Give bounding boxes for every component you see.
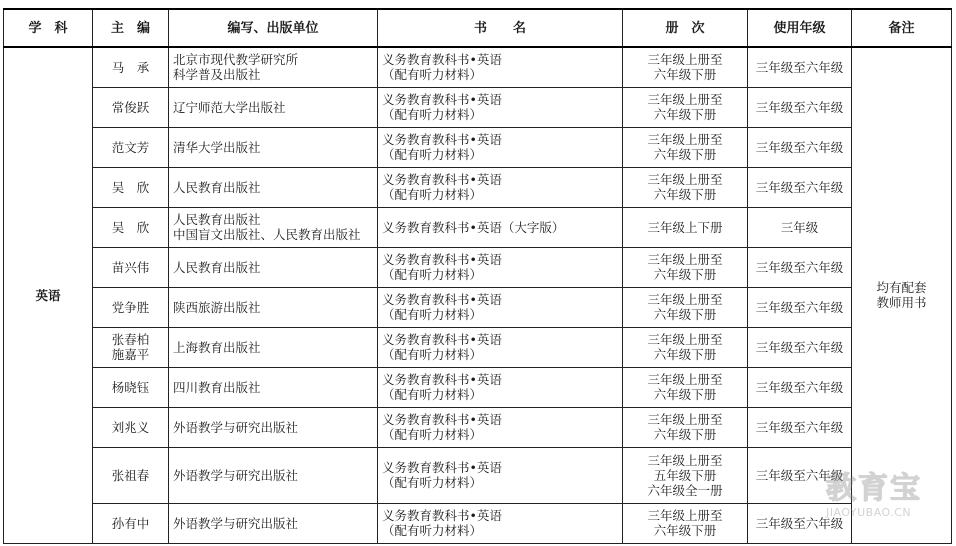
editor-cell: 孙有中 xyxy=(93,503,169,543)
grade-cell: 三年级至六年级 xyxy=(748,87,852,127)
title-cell: 义务教育教科书•英语 （配有听力材料） xyxy=(378,407,623,447)
grade-cell: 三年级至六年级 xyxy=(748,127,852,167)
header-volume: 册 次 xyxy=(623,9,748,47)
table-row xyxy=(4,247,952,287)
volume-cell: 三年级上册至 六年级下册 xyxy=(623,287,748,327)
table-row xyxy=(4,167,952,207)
publisher-cell: 清华大学出版社 xyxy=(169,127,378,167)
publisher-cell: 外语教学与研究出版社 xyxy=(169,447,378,503)
grade-cell: 三年级至六年级 xyxy=(748,247,852,287)
volume-cell: 三年级上册至 六年级下册 xyxy=(623,127,748,167)
publisher-cell: 外语教学与研究出版社 xyxy=(169,503,378,543)
editor-cell: 杨晓钰 xyxy=(93,367,169,407)
title-cell: 义务教育教科书•英语 （配有听力材料） xyxy=(378,447,623,503)
editor-cell: 党争胜 xyxy=(93,287,169,327)
watermark-cn: 教育宝 xyxy=(826,471,922,506)
editor-cell: 马 承 xyxy=(93,47,169,87)
header-publisher: 编写、出版单位 xyxy=(169,9,378,47)
header-editor: 主 编 xyxy=(93,9,169,47)
volume-cell: 三年级上册至 六年级下册 xyxy=(623,47,748,87)
title-cell: 义务教育教科书•英语 （配有听力材料） xyxy=(378,47,623,87)
title-cell: 义务教育教科书•英语 （配有听力材料） xyxy=(378,167,623,207)
volume-cell: 三年级上册至 六年级下册 xyxy=(623,87,748,127)
publisher-cell: 人民教育出版社 中国盲文出版社、人民教育出版社 xyxy=(169,207,378,247)
title-cell: 义务教育教科书•英语 （配有听力材料） xyxy=(378,127,623,167)
grade-cell: 三年级 xyxy=(748,207,852,247)
grade-cell: 三年级至六年级 xyxy=(748,47,852,87)
table-row xyxy=(4,327,952,367)
grade-cell: 三年级至六年级 xyxy=(748,447,852,503)
editor-cell: 刘兆义 xyxy=(93,407,169,447)
title-cell: 义务教育教科书•英语（大字版） xyxy=(378,207,623,247)
grade-cell: 三年级至六年级 xyxy=(748,167,852,207)
title-cell: 义务教育教科书•英语 （配有听力材料） xyxy=(378,247,623,287)
volume-cell: 三年级上册至 六年级下册 xyxy=(623,503,748,543)
textbook-table xyxy=(3,8,952,544)
table-row xyxy=(4,407,952,447)
volume-cell: 三年级上册至 六年级下册 xyxy=(623,327,748,367)
publisher-cell: 北京市现代教学研究所 科学普及出版社 xyxy=(169,47,378,87)
grade-cell: 三年级至六年级 xyxy=(748,407,852,447)
publisher-cell: 外语教学与研究出版社 xyxy=(169,407,378,447)
editor-cell: 吴 欣 xyxy=(93,207,169,247)
header-subject: 学 科 xyxy=(4,9,93,47)
volume-cell: 三年级上册至 六年级下册 xyxy=(623,407,748,447)
header-row xyxy=(4,9,952,47)
volume-cell: 三年级上册至 六年级下册 xyxy=(623,367,748,407)
publisher-cell: 人民教育出版社 xyxy=(169,167,378,207)
volume-cell: 三年级上册至 六年级下册 xyxy=(623,167,748,207)
table-row xyxy=(4,127,952,167)
grade-cell: 三年级至六年级 xyxy=(748,503,852,543)
grade-cell: 三年级至六年级 xyxy=(748,327,852,367)
title-cell: 义务教育教科书•英语 （配有听力材料） xyxy=(378,287,623,327)
editor-cell: 张春柏 施嘉平 xyxy=(93,327,169,367)
table-row xyxy=(4,287,952,327)
note-cell: 均有配套 教师用书 xyxy=(852,47,952,543)
editor-cell: 张祖春 xyxy=(93,447,169,503)
volume-cell: 三年级上下册 xyxy=(623,207,748,247)
editor-cell: 苗兴伟 xyxy=(93,247,169,287)
header-note: 备注 xyxy=(852,9,952,47)
editor-cell: 吴 欣 xyxy=(93,167,169,207)
table-row xyxy=(4,87,952,127)
grade-cell: 三年级至六年级 xyxy=(748,287,852,327)
volume-cell: 三年级上册至 六年级下册 xyxy=(623,247,748,287)
subject-cell: 英语 xyxy=(4,47,93,543)
table-row xyxy=(4,503,952,543)
publisher-cell: 人民教育出版社 xyxy=(169,247,378,287)
grade-cell: 三年级至六年级 xyxy=(748,367,852,407)
publisher-cell: 陕西旅游出版社 xyxy=(169,287,378,327)
title-cell: 义务教育教科书•英语 （配有听力材料） xyxy=(378,503,623,543)
table-row xyxy=(4,367,952,407)
editor-cell: 常俊跃 xyxy=(93,87,169,127)
table-row xyxy=(4,207,952,247)
title-cell: 义务教育教科书•英语 （配有听力材料） xyxy=(378,367,623,407)
title-cell: 义务教育教科书•英语 （配有听力材料） xyxy=(378,87,623,127)
editor-cell: 范文芳 xyxy=(93,127,169,167)
publisher-cell: 辽宁师范大学出版社 xyxy=(169,87,378,127)
table-row xyxy=(4,447,952,503)
watermark-en: JIAOYUBAO.CN xyxy=(826,506,912,519)
publisher-cell: 上海教育出版社 xyxy=(169,327,378,367)
volume-cell: 三年级上册至 五年级下册 六年级全一册 xyxy=(623,447,748,503)
header-title: 书 名 xyxy=(378,9,623,47)
title-cell: 义务教育教科书•英语 （配有听力材料） xyxy=(378,327,623,367)
table-row xyxy=(4,47,952,87)
header-grade: 使用年级 xyxy=(748,9,852,47)
publisher-cell: 四川教育出版社 xyxy=(169,367,378,407)
